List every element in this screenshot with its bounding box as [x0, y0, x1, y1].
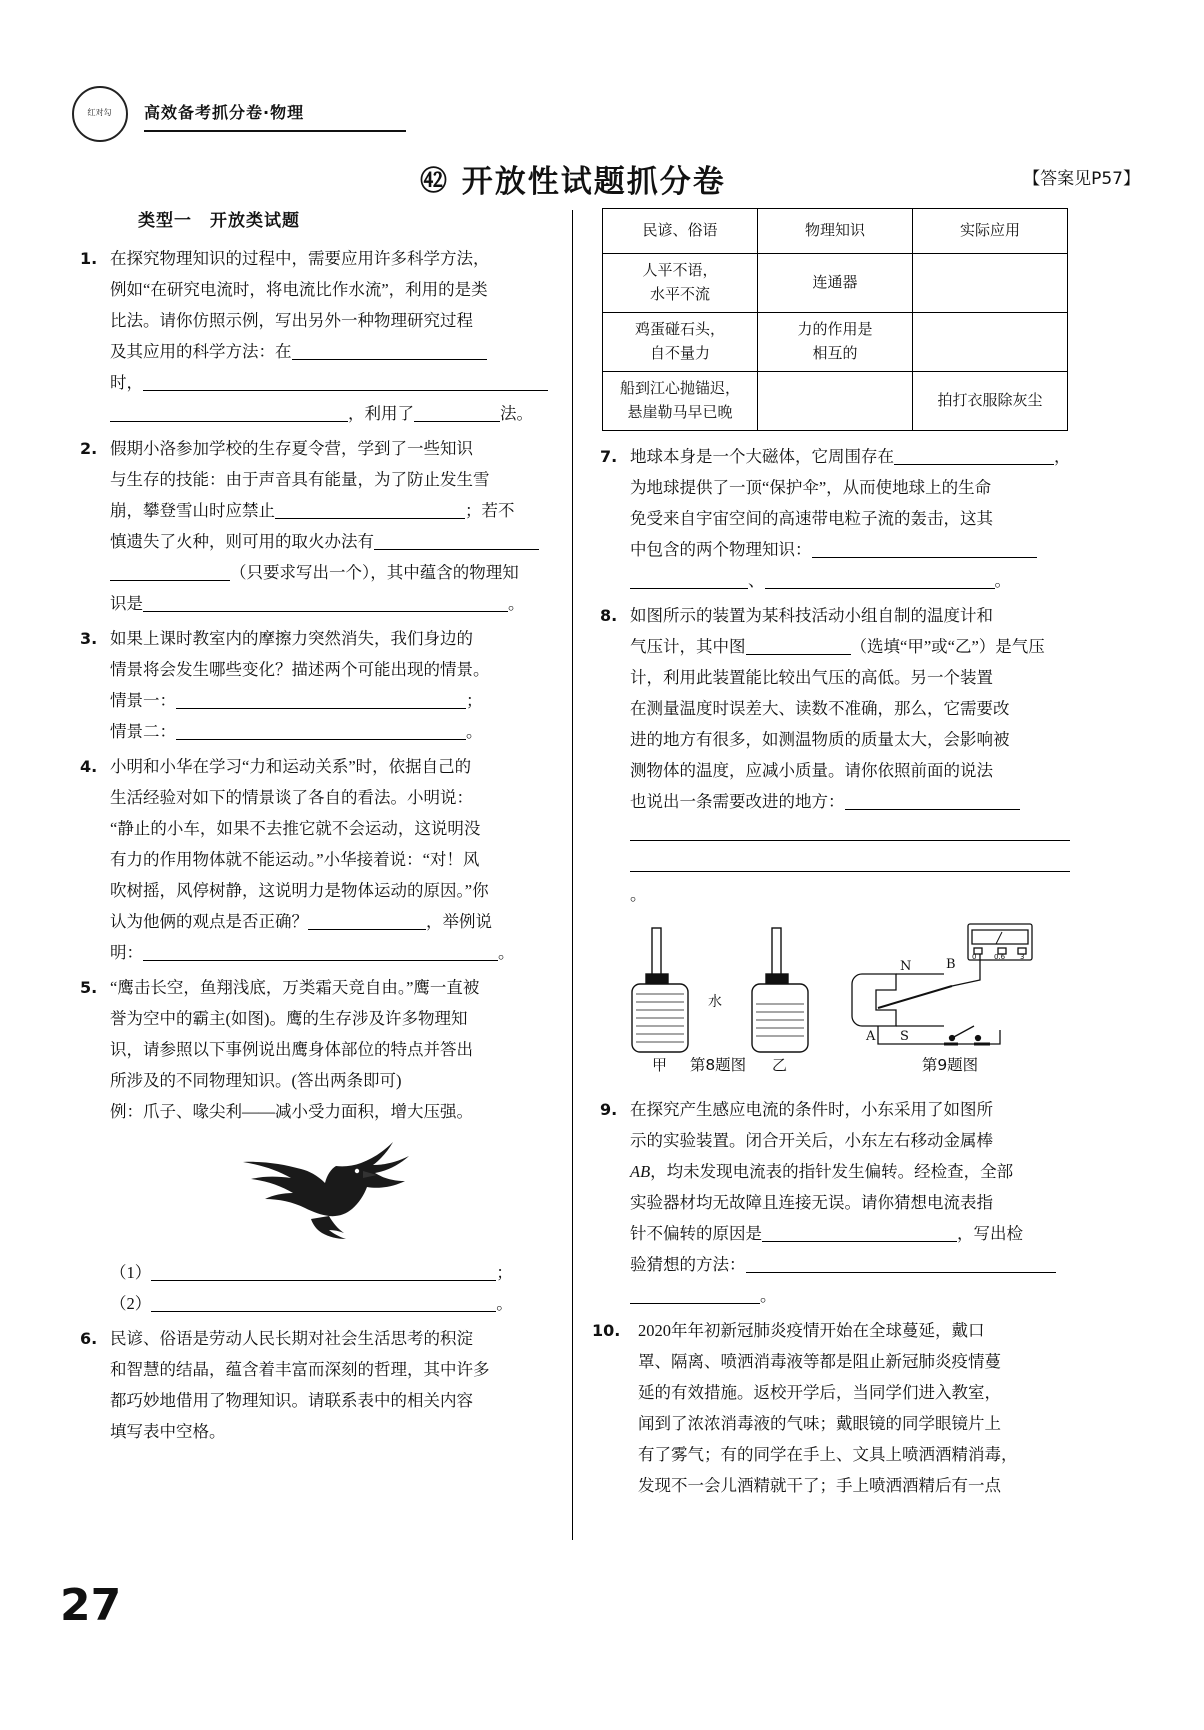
question-8: [600, 600, 1072, 910]
q5-sub1-label: （1）: [110, 1263, 152, 1282]
q2-line2: 与生存的技能：由于声音具有能量，为了防止发生雪: [110, 470, 490, 489]
svg-text:3: 3: [1020, 953, 1025, 961]
figure-circuit-icon: [852, 924, 1032, 1044]
q9-blank-1[interactable]: [762, 1222, 957, 1242]
question-4-number: 4.: [80, 757, 98, 776]
q2-line4: 慎遗失了火种，则可用的取火办法有: [110, 532, 374, 551]
eagle-figure: [110, 1131, 550, 1251]
q5-sub2-end: 。: [496, 1294, 513, 1313]
question-2: [80, 433, 550, 619]
question-4: [80, 751, 550, 968]
q3-line4b: 。: [466, 722, 483, 741]
page-title-text: 开放性试题抓分卷: [461, 164, 726, 200]
q1-blank-2[interactable]: [143, 371, 548, 391]
question-3-number: 3.: [80, 629, 98, 648]
q2-blank-1[interactable]: [275, 499, 465, 519]
q5-line2: 誉为空中的霸主(如图)。鹰的生存涉及许多物理知: [110, 1009, 468, 1028]
q2-line6: 识是: [110, 594, 143, 613]
q6-line2: 和智慧的结晶，蕴含着丰富而深刻的哲理，其中许多: [110, 1360, 490, 1379]
q8-blank-1[interactable]: [746, 635, 851, 655]
r2c2-line1: 力的作用是: [797, 322, 873, 338]
q3-line1: 如果上课时教室内的摩擦力突然消失，我们身边的: [110, 629, 473, 648]
q7-line4: 中包含的两个物理知识：: [630, 540, 812, 559]
svg-text:N: N: [900, 959, 912, 974]
q1-line3: 比法。请你仿照示例，写出另外一种物理研究过程: [110, 311, 473, 330]
q10-line4: 闻到了浓浓消毒液的气味；戴眼镜的同学眼镜片上: [638, 1414, 1001, 1433]
table-cell-r3c2-blank[interactable]: [758, 372, 913, 431]
svg-text:0.6: 0.6: [994, 953, 1006, 961]
table-cell-r1c1: [603, 254, 758, 313]
q7-line1: 地球本身是一个大磁体，它周围存在: [630, 447, 894, 466]
question-5: [80, 972, 550, 1319]
question-8-number: 8.: [600, 606, 618, 625]
q10-line2: 罩、隔离、喷洒消毒液等都是阻止新冠肺炎疫情蔓: [638, 1352, 1001, 1371]
q7-blank-3[interactable]: [630, 569, 748, 589]
table-cell-r2c2: [758, 313, 913, 372]
q7-line5b: 。: [994, 571, 1011, 590]
table-header-row: [603, 209, 1068, 254]
q2-line6b: 。: [508, 594, 525, 613]
table-header-1: 民谚、俗语: [603, 209, 758, 254]
question-1-number: 1.: [80, 249, 98, 268]
page-header: [72, 86, 1132, 144]
q3-blank-2[interactable]: [176, 720, 466, 740]
table-header-3: 实际应用: [913, 209, 1068, 254]
figure-jia-icon: [632, 928, 688, 1052]
q2-blank-3[interactable]: [110, 561, 230, 581]
svg-text:B: B: [946, 957, 956, 972]
q1-blank-4[interactable]: [414, 402, 500, 422]
q1-line1: 在探究物理知识的过程中，需要应用许多科学方法，: [110, 249, 490, 268]
r2c1-line1: 鸡蛋碰石头，: [634, 322, 725, 338]
q2-blank-4[interactable]: [143, 592, 508, 612]
q2-line3b: ；若不: [465, 501, 515, 520]
q5-blank-2[interactable]: [151, 1292, 496, 1312]
running-head: 高效备考抓分卷·物理: [144, 103, 305, 122]
fig8-jia-label: 甲: [652, 1056, 668, 1074]
question-3: [80, 623, 550, 747]
table-row: [603, 372, 1068, 431]
q9-line5b: ，写出检: [957, 1224, 1023, 1243]
table-cell-r1c2: 连通器: [758, 254, 913, 313]
q5-sub1-end: ；: [496, 1263, 513, 1282]
q10-line5: 有了雾气；有的同学在手上、文具上喷洒酒精消毒，: [638, 1445, 1018, 1464]
r3c1-line2: 悬崖勒马早已晚: [627, 405, 733, 421]
q4-blank-1[interactable]: [308, 910, 426, 930]
question-2-number: 2.: [80, 439, 98, 458]
q3-line4: 情景二：: [110, 722, 176, 741]
q3-line2: 情景将会发生哪些变化？描述两个可能出现的情景。: [110, 660, 490, 679]
table-cell-r3c1: [603, 372, 758, 431]
q7-blank-2[interactable]: [812, 538, 1037, 558]
q2-blank-2[interactable]: [374, 530, 539, 550]
column-divider: [572, 210, 573, 1540]
q4-line3: “静止的小车，如果不去推它就不会运动，这说明没: [110, 819, 481, 838]
question-9-number: 9.: [600, 1100, 618, 1119]
q4-line6: 认为他俩的观点是否正确？: [110, 912, 308, 931]
left-column: [80, 206, 550, 1451]
q5-line1: “鹰击长空，鱼翔浅底，万类霜天竞自由。”鹰一直被: [110, 978, 480, 997]
q5-line4: 所涉及的不同物理知识。(答出两条即可): [110, 1071, 402, 1090]
page-title: [420, 156, 726, 201]
q9-line5: 针不偏转的原因是: [630, 1224, 762, 1243]
q8-line7: 也说出一条需要改进的地方：: [630, 792, 845, 811]
q7-blank-1[interactable]: [894, 445, 1054, 465]
q6-line4: 填写表中空格。: [110, 1422, 226, 1441]
question-9: [600, 1094, 1072, 1311]
seal-text: 红对勾: [87, 108, 113, 118]
q8-line4: 在测量温度时误差大、读数不准确，那么，它需要改: [630, 699, 1010, 718]
q9-blank-3[interactable]: [630, 1284, 760, 1304]
q5-line3: 识，请参照以下事例说出鹰身体部位的特点并答出: [110, 1040, 473, 1059]
q1-blank-1[interactable]: [292, 340, 487, 360]
q9-blank-2[interactable]: [746, 1253, 1056, 1273]
q4-line7: 明：: [110, 943, 143, 962]
question-7: [600, 441, 1072, 596]
q10-line1: 2020年年初新冠肺炎疫情开始在全球蔓延，戴口: [638, 1321, 985, 1340]
r1c1-line2: 水平不流: [649, 287, 710, 303]
publisher-seal-icon: [72, 86, 128, 142]
question-6-number: 6.: [80, 1329, 98, 1348]
q9-line3: ，均未发现电流表的指针发生偏转。经检查，全部: [650, 1162, 1014, 1181]
q1-blank-3[interactable]: [110, 402, 348, 422]
figures-row: [600, 918, 1072, 1088]
r2c1-line2: 自不量力: [649, 346, 710, 362]
q6-line1: 民谚、俗语是劳动人民长期对社会生活思考的积淀: [110, 1329, 473, 1348]
proverb-table: [602, 208, 1068, 431]
q5-blank-1[interactable]: [151, 1261, 496, 1281]
q5-sub2-label: （2）: [110, 1294, 152, 1313]
q1-line4: 及其应用的科学方法：在: [110, 342, 292, 361]
q1-line7: 法。: [500, 404, 533, 423]
q1-line6: ，利用了: [348, 404, 414, 423]
fig8-water-label: 水: [708, 994, 722, 1010]
q1-line2: 例如“在研究电流时，将电流比作水流”，利用的是类: [110, 280, 488, 299]
right-column: [592, 206, 1072, 1505]
table-row: [603, 254, 1068, 313]
q10-line3: 延的有效措施。返校开学后，当同学们进入教室，: [638, 1383, 1001, 1402]
q7-line5a: 、: [748, 571, 765, 590]
q2-line1: 假期小洛参加学校的生存夏令营，学到了一些知识: [110, 439, 473, 458]
q5-line5: 例：爪子、喙尖利——减小受力面积，增大压强。: [110, 1102, 473, 1121]
q9-line4: 实验器材均无故障且连接无误。请你猜想电流表指: [630, 1193, 993, 1212]
q10-line6: 发现不一会儿酒精就干了；手上喷洒酒精后有一点: [638, 1476, 1001, 1495]
q8-blank-2[interactable]: [845, 790, 1020, 810]
q7-line3: 免受来自宇宙空间的高速带电粒子流的轰击，这其: [630, 509, 993, 528]
q4-blank-2[interactable]: [143, 941, 498, 961]
q4-line2: 生活经验对如下的情景谈了各自的看法。小明说：: [110, 788, 473, 807]
figure-8-caption: 第8题图: [689, 1056, 747, 1074]
q8-line8: 。: [630, 885, 647, 904]
q9-rod-label: AB: [630, 1162, 651, 1181]
q8-blank-3[interactable]: [630, 821, 1070, 841]
table-cell-r3c3: 拍打衣服除灰尘: [913, 372, 1068, 431]
q4-line1: 小明和小华在学习“力和运动关系”时，依据自己的: [110, 757, 472, 776]
answer-reference: 【答案见P57】: [1023, 169, 1140, 189]
question-1: [80, 243, 550, 429]
fig8-yi-label: 乙: [772, 1056, 788, 1074]
q4-line5: 吹树摇，风停树静，这说明力是物体运动的原因。”你: [110, 881, 489, 900]
table-row: [603, 313, 1068, 372]
q1-line5: 时，: [110, 373, 143, 392]
q9-line6: 验猜想的方法：: [630, 1255, 746, 1274]
figure-9-caption: 第9题图: [921, 1056, 979, 1074]
question-6: [80, 1323, 550, 1447]
svg-text:A: A: [866, 1029, 876, 1044]
figure-yi-icon: [752, 928, 808, 1052]
question-5-number: 5.: [80, 978, 98, 997]
q2-line5: （只要求写出一个），其中蕴含的物理知: [230, 563, 519, 582]
section-number: ㊷: [420, 166, 449, 197]
question-10-number: 10.: [592, 1321, 621, 1340]
q7-line1b: ，: [1054, 447, 1071, 466]
q6-line3: 都巧妙地借用了物理知识。请联系表中的相关内容: [110, 1391, 473, 1410]
q9-line1: 在探究产生感应电流的条件时，小东采用了如图所: [630, 1100, 993, 1119]
header-rule: [144, 130, 406, 132]
q3-line3: 情景一：: [110, 691, 176, 710]
svg-text:S: S: [900, 1029, 909, 1044]
q8-line5: 进的地方有很多，如测温物质的质量太大，会影响被: [630, 730, 1010, 749]
q8-line1: 如图所示的装置为某科技活动小组自制的温度计和: [630, 606, 993, 625]
question-7-number: 7.: [600, 447, 618, 466]
q9-line2: 示的实验装置。闭合开关后，小东左右移动金属棒: [630, 1131, 993, 1150]
q3-blank-1[interactable]: [176, 689, 466, 709]
table-cell-r2c1: [603, 313, 758, 372]
table-cell-r2c3-blank[interactable]: [913, 313, 1068, 372]
q8-line2: 气压计，其中图: [630, 637, 746, 656]
q8-line2b: （选填“甲”或“乙”）是气压: [850, 637, 1045, 656]
page-number: 27: [60, 1580, 122, 1631]
r1c1-line1: 人平不语，: [642, 263, 718, 279]
table-cell-r1c3-blank[interactable]: [913, 254, 1068, 313]
q7-line2: 为地球提供了一顶“保护伞”，从而使地球上的生命: [630, 478, 992, 497]
type-heading: 类型一 开放类试题: [138, 211, 300, 231]
q4-line6b: ，举例说: [426, 912, 492, 931]
q8-blank-4[interactable]: [630, 852, 1070, 872]
eagle-icon: [205, 1131, 455, 1241]
q4-line7b: 。: [498, 943, 515, 962]
q3-line3b: ；: [466, 691, 483, 710]
q8-line6: 测物体的温度，应减小质量。请你依照前面的说法: [630, 761, 993, 780]
question-10: [592, 1315, 1072, 1501]
svg-text:0: 0: [972, 953, 977, 961]
q7-blank-4[interactable]: [765, 569, 995, 589]
table-header-2: 物理知识: [758, 209, 913, 254]
q4-line4: 有力的作用物体就不能运动。”小华接着说：“对！风: [110, 850, 480, 869]
q8-line3: 计，利用此装置能比较出气压的高低。另一个装置: [630, 668, 993, 687]
r2c2-line2: 相互的: [812, 346, 858, 362]
r3c1-line1: 船到江心抛锚迟，: [619, 381, 740, 397]
q2-line3: 崩，攀登雪山时应禁止: [110, 501, 275, 520]
q9-line7: 。: [760, 1286, 777, 1305]
